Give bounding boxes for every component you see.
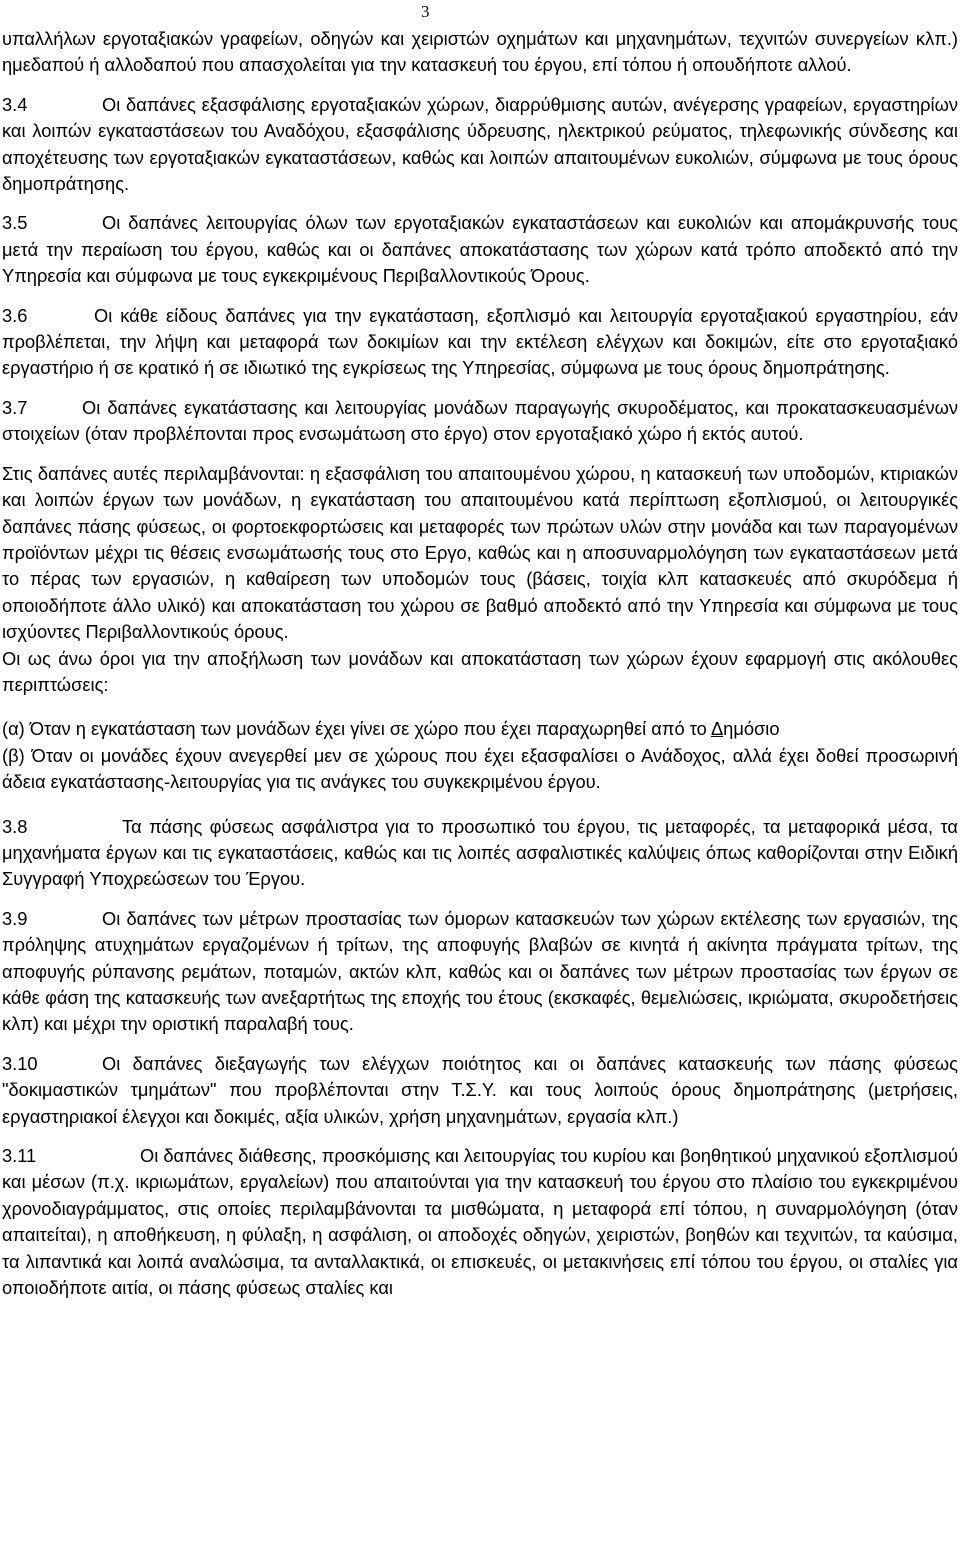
section-number: 3.10 [2, 1052, 38, 1074]
paragraph-case-b: (β) Όταν οι μονάδες έχουν ανεγερθεί μεν σε χώρους που έχει εξασφαλίσει ο Ανάδοχος, αλλά έχει δοθεί προσωρινή άδεια εγκατάστασης-λειτουργίας για τις ανάγκες του συγκεκριμένου έργου. [2, 744, 958, 793]
section-number: 3.9 [2, 907, 28, 929]
paragraph-costs-include: Στις δαπάνες αυτές περιλαμβάνονται: η εξασφάλιση του απαιτουμένου χώρου, η κατασκευή των υποδομών, κτιριακών και λοιπών έργων των μονάδων, η εγκατάσταση του απαιτουμένου κατά περίπτωση εξοπλισμού, οι λειτουργικές δαπάνες πάσης φύσεως, οι φορτοεκφορτώσεις και μεταφορές των πρώτων υλών στην μονάδα και των παραγομένων προϊόντων μέχρι τις θέσεις ενσωμάτωσής τους στο Εργο, καθώς και η αποσυναρμολόγηση των εγκαταστάσεων μετά το πέρας των εργασιών, η καθαίρεση των υποδομών τους (βάσεις, τοιχία κλπ κατασκευές από σκυρόδεμα ή οποιοδήποτε άλλο υλικό) και αποκατάσταση του χώρου σε βαθμό αποδεκτό από την Υπηρεσία και σύμφωνα με τους ισχύοντες Περιβαλλοντικούς όρους. [2, 462, 958, 643]
section-number: 3.4 [2, 93, 28, 115]
paragraph-3-10 [2, 1051, 958, 1130]
document-body [2, 26, 958, 1301]
paragraph-3-7 [2, 395, 958, 448]
paragraph-text: Τα πάσης φύσεως ασφάλιστρα για το προσωπικό του έργου, τις μεταφορές, τα μεταφορικά μέσα, τα μηχανήματα έργων και τις εγκαταστάσεις, καθώς και τις λοιπές ασφαλιστικές καλύψεις όπως καθορίζονται στην Ειδική Συγγραφή Υποχρεώσεων του Έργου. [2, 815, 958, 890]
paragraph-3-11 [2, 1143, 958, 1301]
case-a-text: (α) Όταν η εγκατάσταση των μονάδων έχει γίνει σε χώρο που έχει παραχωρηθεί από το [2, 718, 711, 740]
paragraph-text: Οι δαπάνες διεξαγωγής των ελέγχων ποιότητος και οι δαπάνες κατασκευής των πάσης φύσεως "δοκιμαστικών τμημάτων" που προβλέπονται στην Τ.Σ.Υ. και τους λοιπούς όρους δημοπράτησης (μετρήσεις, εργαστηριακοί έλεγχοι και δοκιμές, αξία υλικών, χρήση μηχανημάτων, εργασία κλπ.) [2, 1052, 958, 1127]
paragraph-text: Οι δαπάνες λειτουργίας όλων των εργοταξιακών εγκαταστάσεων και ευκολιών και απομάκρυνσής τους μετά την περαίωση του έργου, καθώς και οι δαπάνες αποκατάστασης των χώρων κατά τρόπο αποδεκτό από την Υπηρεσία και σύμφωνα με τους εγκεκριμένους Περιβαλλοντικούς Όρους. [2, 212, 958, 287]
paragraph-3-5 [2, 210, 958, 289]
section-number: 3.11 [2, 1145, 37, 1167]
paragraph-3-6 [2, 303, 958, 382]
paragraph-intro: υπαλλήλων εργοταξιακών γραφείων, οδηγών και χειριστών οχημάτων και μηχανημάτων, τεχνιτών συνεργείων κλπ.) ημεδαπού ή αλλοδαπού που απασχολείται για την κατασκευή του έργου, επί τόπου ή οπουδήποτε αλλού. [2, 28, 958, 76]
case-a-underlined: Δ [710, 718, 724, 740]
case-a-text-end: ημόσιο [723, 718, 780, 740]
paragraph-text: Οι κάθε είδους δαπάνες για την εγκατάσταση, εξοπλισμό και λειτουργία εργοταξιακού εργαστηρίου, εάν προβλέπεται, την λήψη και μεταφορά των δοκιμίων και την εκτέλεση ελέγχων και δοκιμών, είτε στο εργοταξιακό εργαστήριο ή σε κρατικό ή σε ιδιωτικό της εγκρίσεως της Υπηρεσίας, σύμφωνα με τους όρους δημοπράτησης. [2, 304, 958, 379]
section-number: 3.5 [2, 212, 28, 234]
paragraph-text: Οι δαπάνες των μέτρων προστασίας των όμορων κατασκευών των χώρων εκτέλεσης των εργασιών, της πρόληψης ατυχημάτων εργαζομένων ή τρίτων, της αποφυγής βλαβών σε κινητά ή ακίνητα πράγματα τρίτων, της αποφυγής ρύπανσης ρεμάτων, ποταμών, ακτών κλπ, καθώς και οι δαπάνες των μέτρων προστασίας των έργων σε κάθε φάση της κατασκευής των ανεξαρτήτως της εποχής του έτους (εκσκαφές, θεμελιώσεις, ικριώματα, σκυροδετήσεις κλπ) και μέχρι την οριστική παραλαβή τους. [2, 907, 958, 1035]
page-number: 3 [421, 2, 430, 21]
paragraph-text: Οι δαπάνες διάθεσης, προσκόμισης και λειτουργίας του κυρίου και βοηθητικού μηχανικού εξοπλισμού και μέσων (π.χ. ικριωμάτων, εργαλείων) που απαιτούνται για την κατασκευή του έργου στο πλαίσιο του εγκεκριμένου χρονοδιαγράμματος, στις οποίες περιλαμβάνονται τα μισθώματα, η μεταφορά επί τόπου, η συναρμολόγηση (όταν απαιτείται), η αποθήκευση, η φύλαξη, η ασφάλιση, οι αποδοχές οδηγών, χειριστών, βοηθών και τεχνιτών, τα καύσιμα, τα λιπαντικά και λοιπά αναλώσιμα, τα ανταλλακτικά, οι επισκευές, οι μετακινήσεις επί τόπου του έργου, οι σταλίες για οποιοδήποτε αιτία, οι πάσης φύσεως σταλίες και [2, 1145, 958, 1299]
paragraph-case-a [2, 716, 958, 742]
paragraph-3-8 [2, 814, 958, 893]
paragraph-3-4 [2, 92, 958, 198]
paragraph-text: Οι δαπάνες εγκατάστασης και λειτουργίας μονάδων παραγωγής σκυροδέματος, και προκατασκευασμένων στοιχείων (όταν προβλέπονται προς ενσωμάτωση στο έργο) στον εργοταξιακό χώρο ή εκτός αυτού. [2, 396, 958, 445]
paragraph-3-9 [2, 906, 958, 1038]
paragraph-text: Οι δαπάνες εξασφάλισης εργοταξιακών χώρων, διαρρύθμισης αυτών, ανέγερσης γραφείων, εργαστηρίων και λοιπών εγκαταστάσεων του Αναδόχου, εξασφάλισης ύδρευσης, ηλεκτρικού ρεύματος, τηλεφωνικής σύνδεσης και αποχέτευσης των εργοταξιακών εγκαταστάσεων, καθώς και λοιπών απαιτουμένων ευκολιών, σύμφωνα με τους όρους δημοπράτησης. [2, 93, 958, 195]
section-number: 3.6 [2, 304, 28, 326]
paragraph-terms-apply: Οι ως άνω όροι για την αποξήλωση των μονάδων και αποκατάσταση των χώρων έχουν εφαρμογή στις ακόλουθες περιπτώσεις: [2, 647, 958, 695]
section-number: 3.8 [2, 815, 28, 837]
section-number: 3.7 [2, 396, 28, 418]
